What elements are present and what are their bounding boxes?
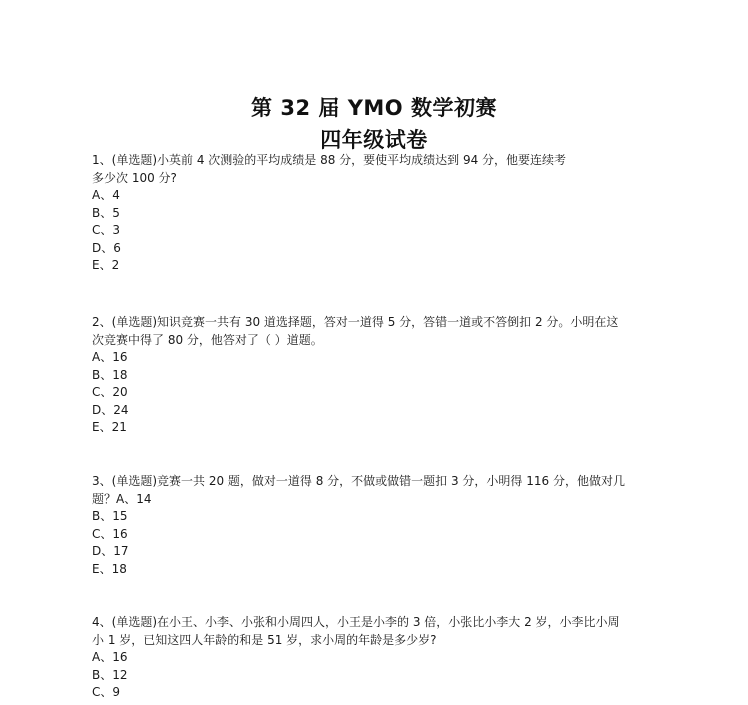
option-e: E、18 [92, 561, 127, 576]
question-text-line: 次竞赛中得了 80 分，他答对了（ ）道题。 [92, 332, 323, 347]
option-d: D、6 [92, 240, 121, 255]
option-c: C、9 [92, 685, 121, 699]
question-1-text [92, 152, 672, 187]
option-a: A、16 [92, 350, 128, 364]
question-text-line: 4、(单选题)在小王、小李、小张和小周四人，小王是小李的 3 倍，小张比小李大 2 岁，小李比小周 [92, 615, 620, 629]
option-e: E、21 [92, 420, 127, 434]
question-4-text [92, 614, 672, 649]
exam-title: 第 32 届 YMO 数学初赛 [251, 96, 497, 120]
question-2-text [92, 314, 672, 349]
option-d: D、24 [92, 402, 129, 417]
option-e: E、2 [92, 258, 120, 272]
question-text-line: 1、(单选题)小英前 4 次测验的平均成绩是 88 分，要使平均成绩达到 94 分，他要连续考 [92, 153, 567, 167]
question-text-line: 小 1 岁，已知这四人年龄的和是 51 岁，求小周的年龄是多少岁? [92, 632, 437, 647]
question-text-line: 多少次 100 分? [92, 170, 177, 185]
option-b: B、18 [92, 367, 128, 382]
option-d: D、17 [92, 544, 129, 558]
question-text-line: 3、(单选题)竞赛一共 20 题，做对一道得 8 分，不做或做错一题扣 3 分，小明得 116 分，他做对几 [92, 474, 625, 488]
question-2 [92, 314, 672, 437]
option-a: A、4 [92, 188, 120, 202]
question-3-text [92, 473, 672, 508]
option-c: C、16 [92, 526, 128, 541]
option-b: B、15 [92, 509, 128, 523]
question-4 [92, 614, 672, 702]
question-3 [92, 473, 672, 578]
question-1 [92, 152, 672, 275]
exam-subtitle: 四年级试卷 [320, 128, 428, 152]
option-c: C、3 [92, 223, 121, 237]
option-a: A、16 [92, 650, 128, 664]
option-b: B、12 [92, 667, 128, 682]
option-b: B、5 [92, 205, 120, 220]
question-text-line: 2、(单选题)知识竞赛一共有 30 道选择题，答对一道得 5 分，答错一道或不答倒扣 2 分。小明在这 [92, 315, 619, 329]
question-text-line: 题？A、14 [92, 491, 152, 506]
option-c: C、20 [92, 385, 128, 399]
